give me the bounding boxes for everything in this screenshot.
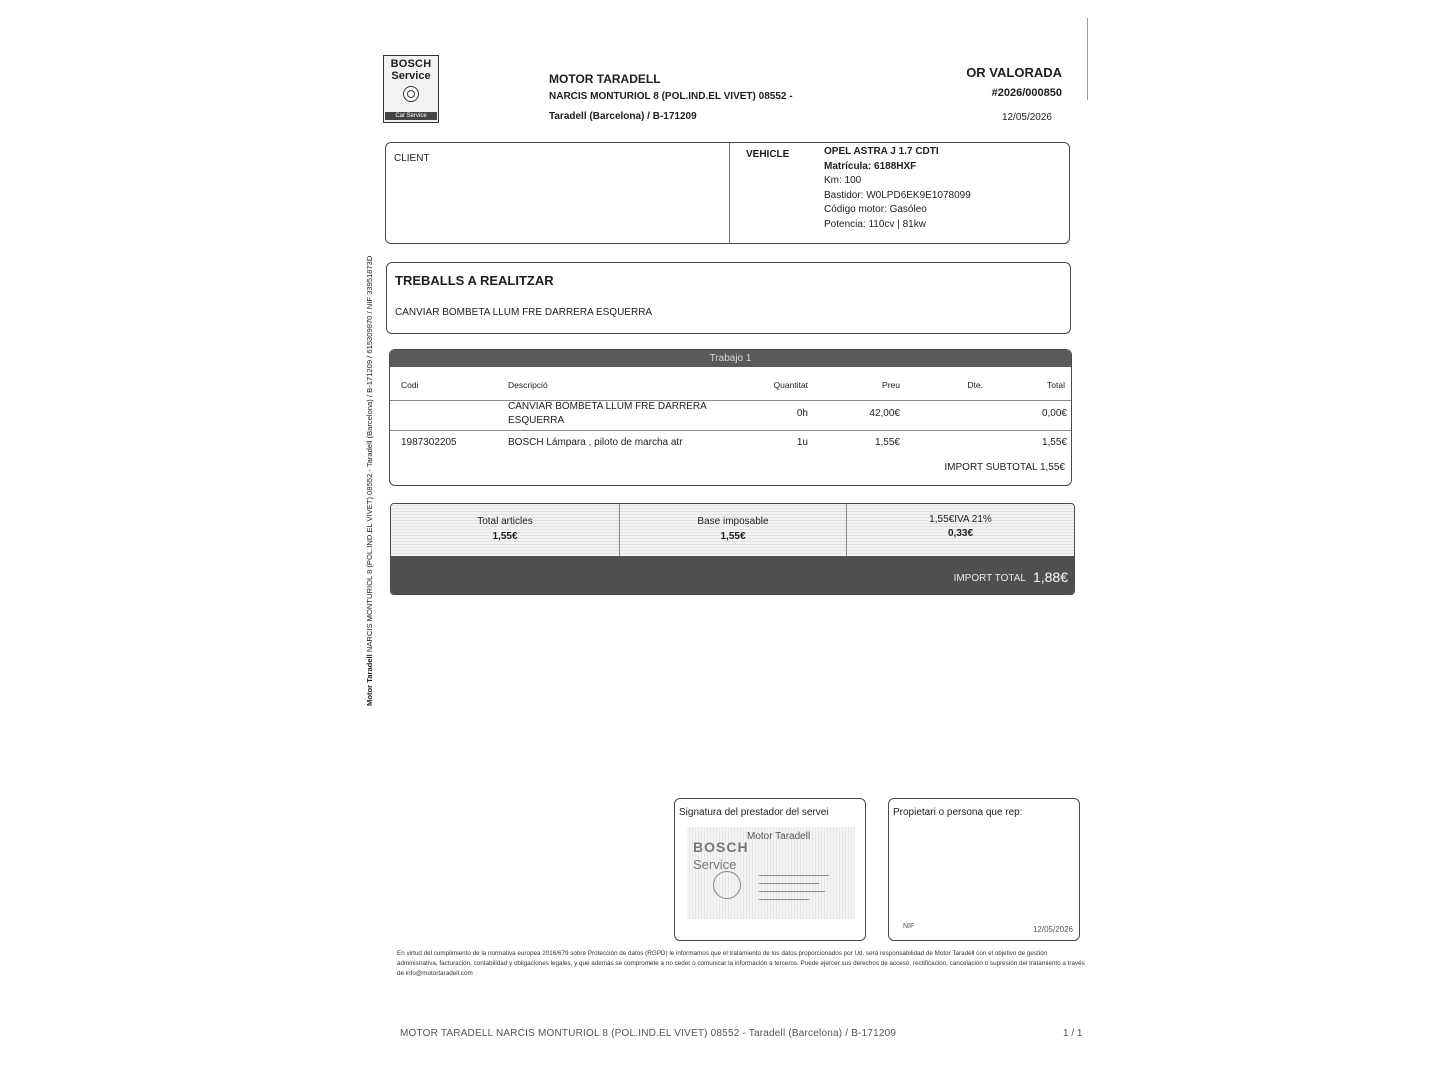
row-quantity: 0h — [796, 408, 808, 419]
row-total: 1,55€ — [1041, 437, 1067, 448]
column-header-code: Codi — [401, 380, 419, 390]
owner-nif-label: NIF — [903, 923, 915, 930]
provider-signature-box — [674, 798, 866, 941]
vehicle-model: OPEL ASTRA J 1.7 CDTI — [824, 146, 939, 157]
stamp-service-text: Service — [693, 857, 737, 872]
row-total: 0,00€ — [1041, 408, 1067, 419]
grand-total-label: IMPORT TOTAL — [953, 573, 1026, 584]
vehicle-details — [824, 145, 971, 232]
vehicle-label: VEHICLE — [746, 149, 790, 160]
row-description-line2: ESQUERRA — [508, 415, 565, 426]
stamp-text-line — [759, 883, 819, 884]
stamp-text-line — [759, 875, 829, 876]
iva-label: 1,55€IVA 21% — [929, 514, 992, 525]
row-description-line1: CANVIAR BOMBETA LLUM FRE DARRERA — [508, 401, 707, 412]
vehicle-km: Km: 100 — [824, 175, 862, 186]
table-row — [390, 430, 1071, 456]
company-name: MOTOR TARADELL — [549, 72, 661, 86]
owner-signature-title: Propietari o persona que rep: — [893, 807, 1023, 818]
stamp-company-name: Motor Taradell — [747, 831, 811, 842]
vehicle-plate: Matrícula: 6188HXF — [824, 160, 917, 172]
totals-box — [390, 503, 1075, 595]
row-price: 1,55€ — [874, 437, 900, 448]
items-table — [389, 349, 1072, 486]
vehicle-engine-code: Código motor: Gasóleo — [824, 204, 927, 215]
page-number: 1 / 1 — [1063, 1028, 1083, 1039]
owner-signature-date: 12/05/2026 — [1032, 925, 1073, 934]
stamp-text-line — [759, 891, 825, 892]
stamp-text-line — [759, 899, 809, 900]
client-vehicle-box — [385, 142, 1070, 244]
total-articles-label: Total articles — [477, 516, 533, 527]
items-table-header: Trabajo 1 — [390, 350, 1071, 367]
row-quantity: 1u — [796, 437, 808, 448]
base-imposable-label: Base imposable — [697, 516, 769, 527]
client-vehicle-divider — [729, 143, 730, 243]
stamp-bosch-text: BOSCH — [693, 839, 749, 855]
document-title: OR VALORADA — [966, 65, 1062, 80]
logo-text-bosch: BOSCH — [390, 58, 432, 70]
works-description: CANVIAR BOMBETA LLUM FRE DARRERA ESQUERRA — [395, 307, 653, 318]
vehicle-vin: Bastidor: W0LPD6EK9E1078099 — [824, 189, 971, 201]
client-label: CLIENT — [394, 153, 430, 164]
row-code: 1987302205 — [401, 437, 457, 448]
row-description-line1: BOSCH Lámpara , piloto de marcha atr — [508, 437, 683, 448]
bosch-service-logo — [383, 55, 439, 123]
base-imposable-value: 1,55€ — [720, 531, 746, 542]
table-row — [390, 400, 1071, 430]
legal-notice: En virtud del cumplimiento de la normativa europea 2016/679 sobre Protección de datos (RGPD) le informamos que el tratamiento de los datos proporcionados por Ud. será responsabilidad de Motor Taradell con el objetivo de gestión administrativa, facturación, contabilidad y obligaciones legales, y que además se compromete a no ceder o comunicar la información a terceros. Puede ejercer sus derechos de acceso, rectificación, cancelación o supresión del tratamiento a través de info@motortaradell.com — [397, 950, 1085, 977]
total-articles-cell — [391, 504, 619, 556]
side-company-info — [365, 256, 374, 706]
document-date: 12/05/2026 — [1001, 112, 1052, 123]
company-address-line2: Taradell (Barcelona) / B-171209 — [549, 111, 697, 122]
works-title: TREBALLS A REALITZAR — [395, 273, 554, 288]
iva-cell — [847, 504, 1074, 556]
vehicle-power: Potencia: 110cv | 81kw — [824, 218, 926, 230]
logo-text-car-service: Car Service — [385, 112, 437, 120]
document-number: #2026/000850 — [991, 87, 1062, 99]
bosch-emblem-icon — [403, 86, 419, 102]
column-header-price: Preu — [882, 380, 900, 390]
column-header-quantity: Quantitat — [773, 380, 808, 390]
total-articles-value: 1,55€ — [492, 531, 518, 542]
import-subtotal: IMPORT SUBTOTAL 1,55€ — [944, 462, 1065, 473]
company-stamp — [687, 827, 855, 919]
grand-total-value: 1,88€ — [1032, 569, 1068, 585]
iva-value: 0,33€ — [947, 528, 974, 539]
footer-company-info: MOTOR TARADELL NARCIS MONTURIOL 8 (POL.IND.EL VIVET) 08552 - Taradell (Barcelona) / B-171209 — [400, 1028, 897, 1039]
column-header-total: Total — [1047, 380, 1065, 390]
row-price: 42,00€ — [869, 408, 900, 419]
grand-total-bar — [391, 556, 1074, 594]
column-header-discount: Dte. — [967, 380, 983, 390]
side-company-name: Motor Taradell — [365, 654, 374, 706]
stamp-emblem-icon — [713, 871, 741, 899]
logo-text-service: Service — [391, 70, 431, 82]
scan-edge-line — [1087, 18, 1088, 100]
side-company-details: NARCIS MONTURIOL 8 (POL.IND.EL VIVET) 08552 - Taradell (Barcelona) / B-171209 / 615309870 / NIF 33951873D — [365, 255, 374, 655]
base-imposable-cell — [620, 504, 846, 556]
owner-signature-box — [888, 798, 1080, 941]
provider-signature-title: Signatura del prestador del servei — [679, 807, 829, 818]
column-header-description: Descripció — [508, 380, 548, 390]
works-box — [386, 262, 1071, 334]
company-address-line1: NARCIS MONTURIOL 8 (POL.IND.EL VIVET) 08552 - — [549, 91, 793, 102]
